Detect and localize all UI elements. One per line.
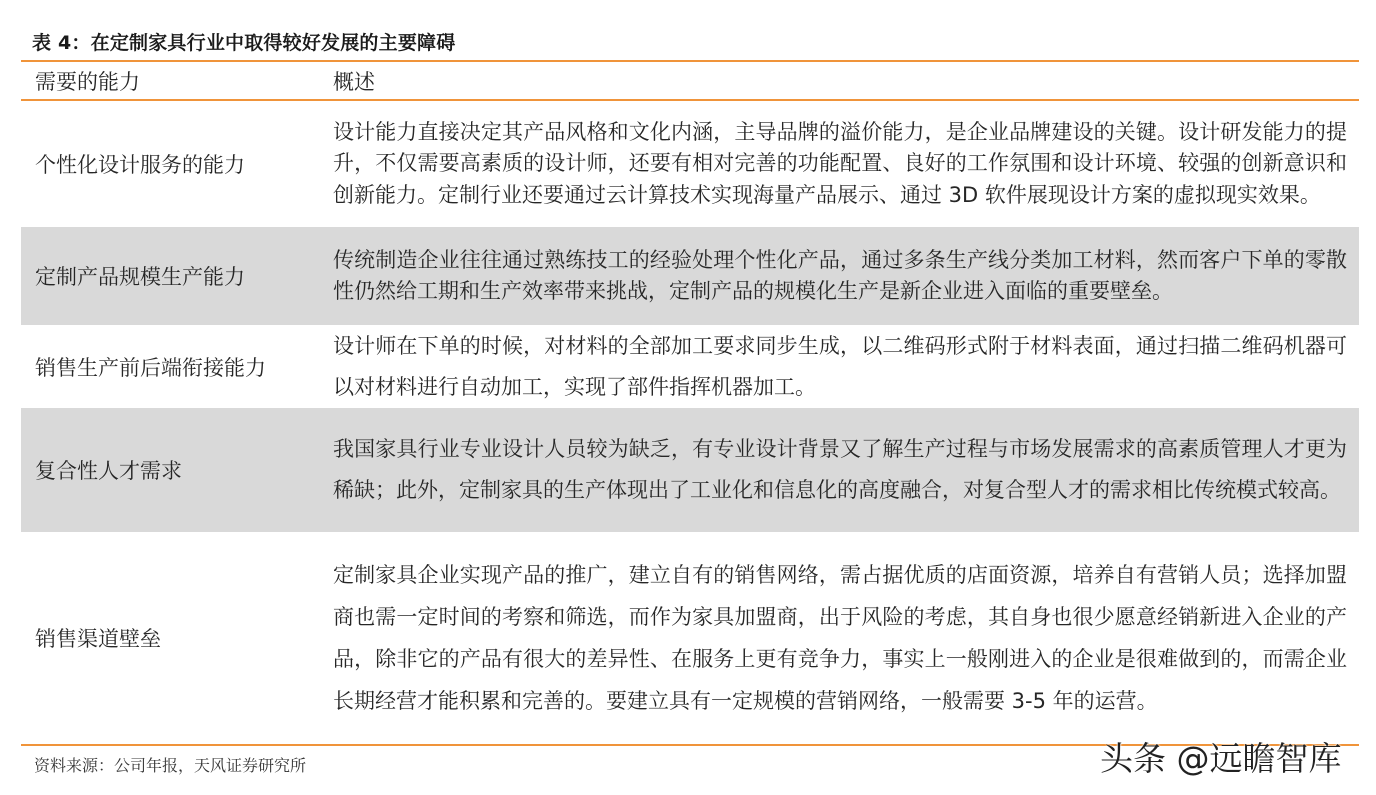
row-summary: 传统制造企业往往通过熟练技工的经验处理个性化产品，通过多条生产线分类加工材料，然而客户下单的零散性仍然给工期和生产效率带来挑战，定制产品的规模化生产是新企业进入面临的重要壁垒。 [333, 248, 1347, 303]
row-ability: 销售生产前后端衔接能力 [35, 355, 266, 380]
table-row [21, 227, 1359, 325]
row-summary: 设计能力直接决定其产品风格和文化内涵，主导品牌的溢价能力，是企业品牌建设的关键。设计研发能力的提升，不仅需要高素质的设计师，还要有相对完善的功能配置、良好的工作氛围和设计环境、较强的创新意识和创新能力。定制行业还要通过云计算技术实现海量产品展示、通过 3D 软件展现设计方案的虚拟现实效果。 [333, 119, 1347, 207]
row-ability: 销售渠道壁垒 [35, 627, 161, 651]
table-row [21, 408, 1359, 532]
header-ability: 需要的能力 [35, 69, 140, 94]
row-ability: 个性化设计服务的能力 [35, 153, 245, 177]
table-row [21, 101, 1359, 227]
table-row [21, 325, 1359, 408]
source-note: 资料来源：公司年报，天风证券研究所 [34, 756, 307, 775]
row-ability: 定制产品规模生产能力 [35, 265, 245, 289]
row-summary: 我国家具行业专业设计人员较为缺乏，有专业设计背景又了解生产过程与市场发展需求的高素质管理人才更为稀缺；此外，定制家具的生产体现出了工业化和信息化的高度融合，对复合型人才的需求相比传统模式较高。 [333, 437, 1347, 502]
table-title: 表 4：在定制家具行业中取得较好发展的主要障碍 [32, 32, 456, 54]
watermark: 头条 @远瞻智库 [1100, 739, 1342, 778]
table-row [21, 532, 1359, 744]
row-ability: 复合性人才需求 [35, 459, 182, 483]
table-header-row [21, 62, 1359, 99]
row-summary: 定制家具企业实现产品的推广，建立自有的销售网络，需占据优质的店面资源，培养自有营销人员；选择加盟商也需一定时间的考察和筛选，而作为家具加盟商，出于风险的考虑，其自身也很少愿意经销新进入企业的产品，除非它的产品有很大的差异性、在服务上更有竞争力，事实上一般刚进入的企业是很难做到的，而需企业长期经营才能积累和完善的。要建立具有一定规模的营销网络，一般需要 3-5 年的运营。 [333, 562, 1347, 714]
barriers-table [21, 60, 1359, 746]
header-summary: 概述 [333, 69, 375, 94]
row-summary: 设计师在下单的时候，对材料的全部加工要求同步生成，以二维码形式附于材料表面，通过扫描二维码机器可以对材料进行自动加工，实现了部件指挥机器加工。 [333, 333, 1347, 399]
